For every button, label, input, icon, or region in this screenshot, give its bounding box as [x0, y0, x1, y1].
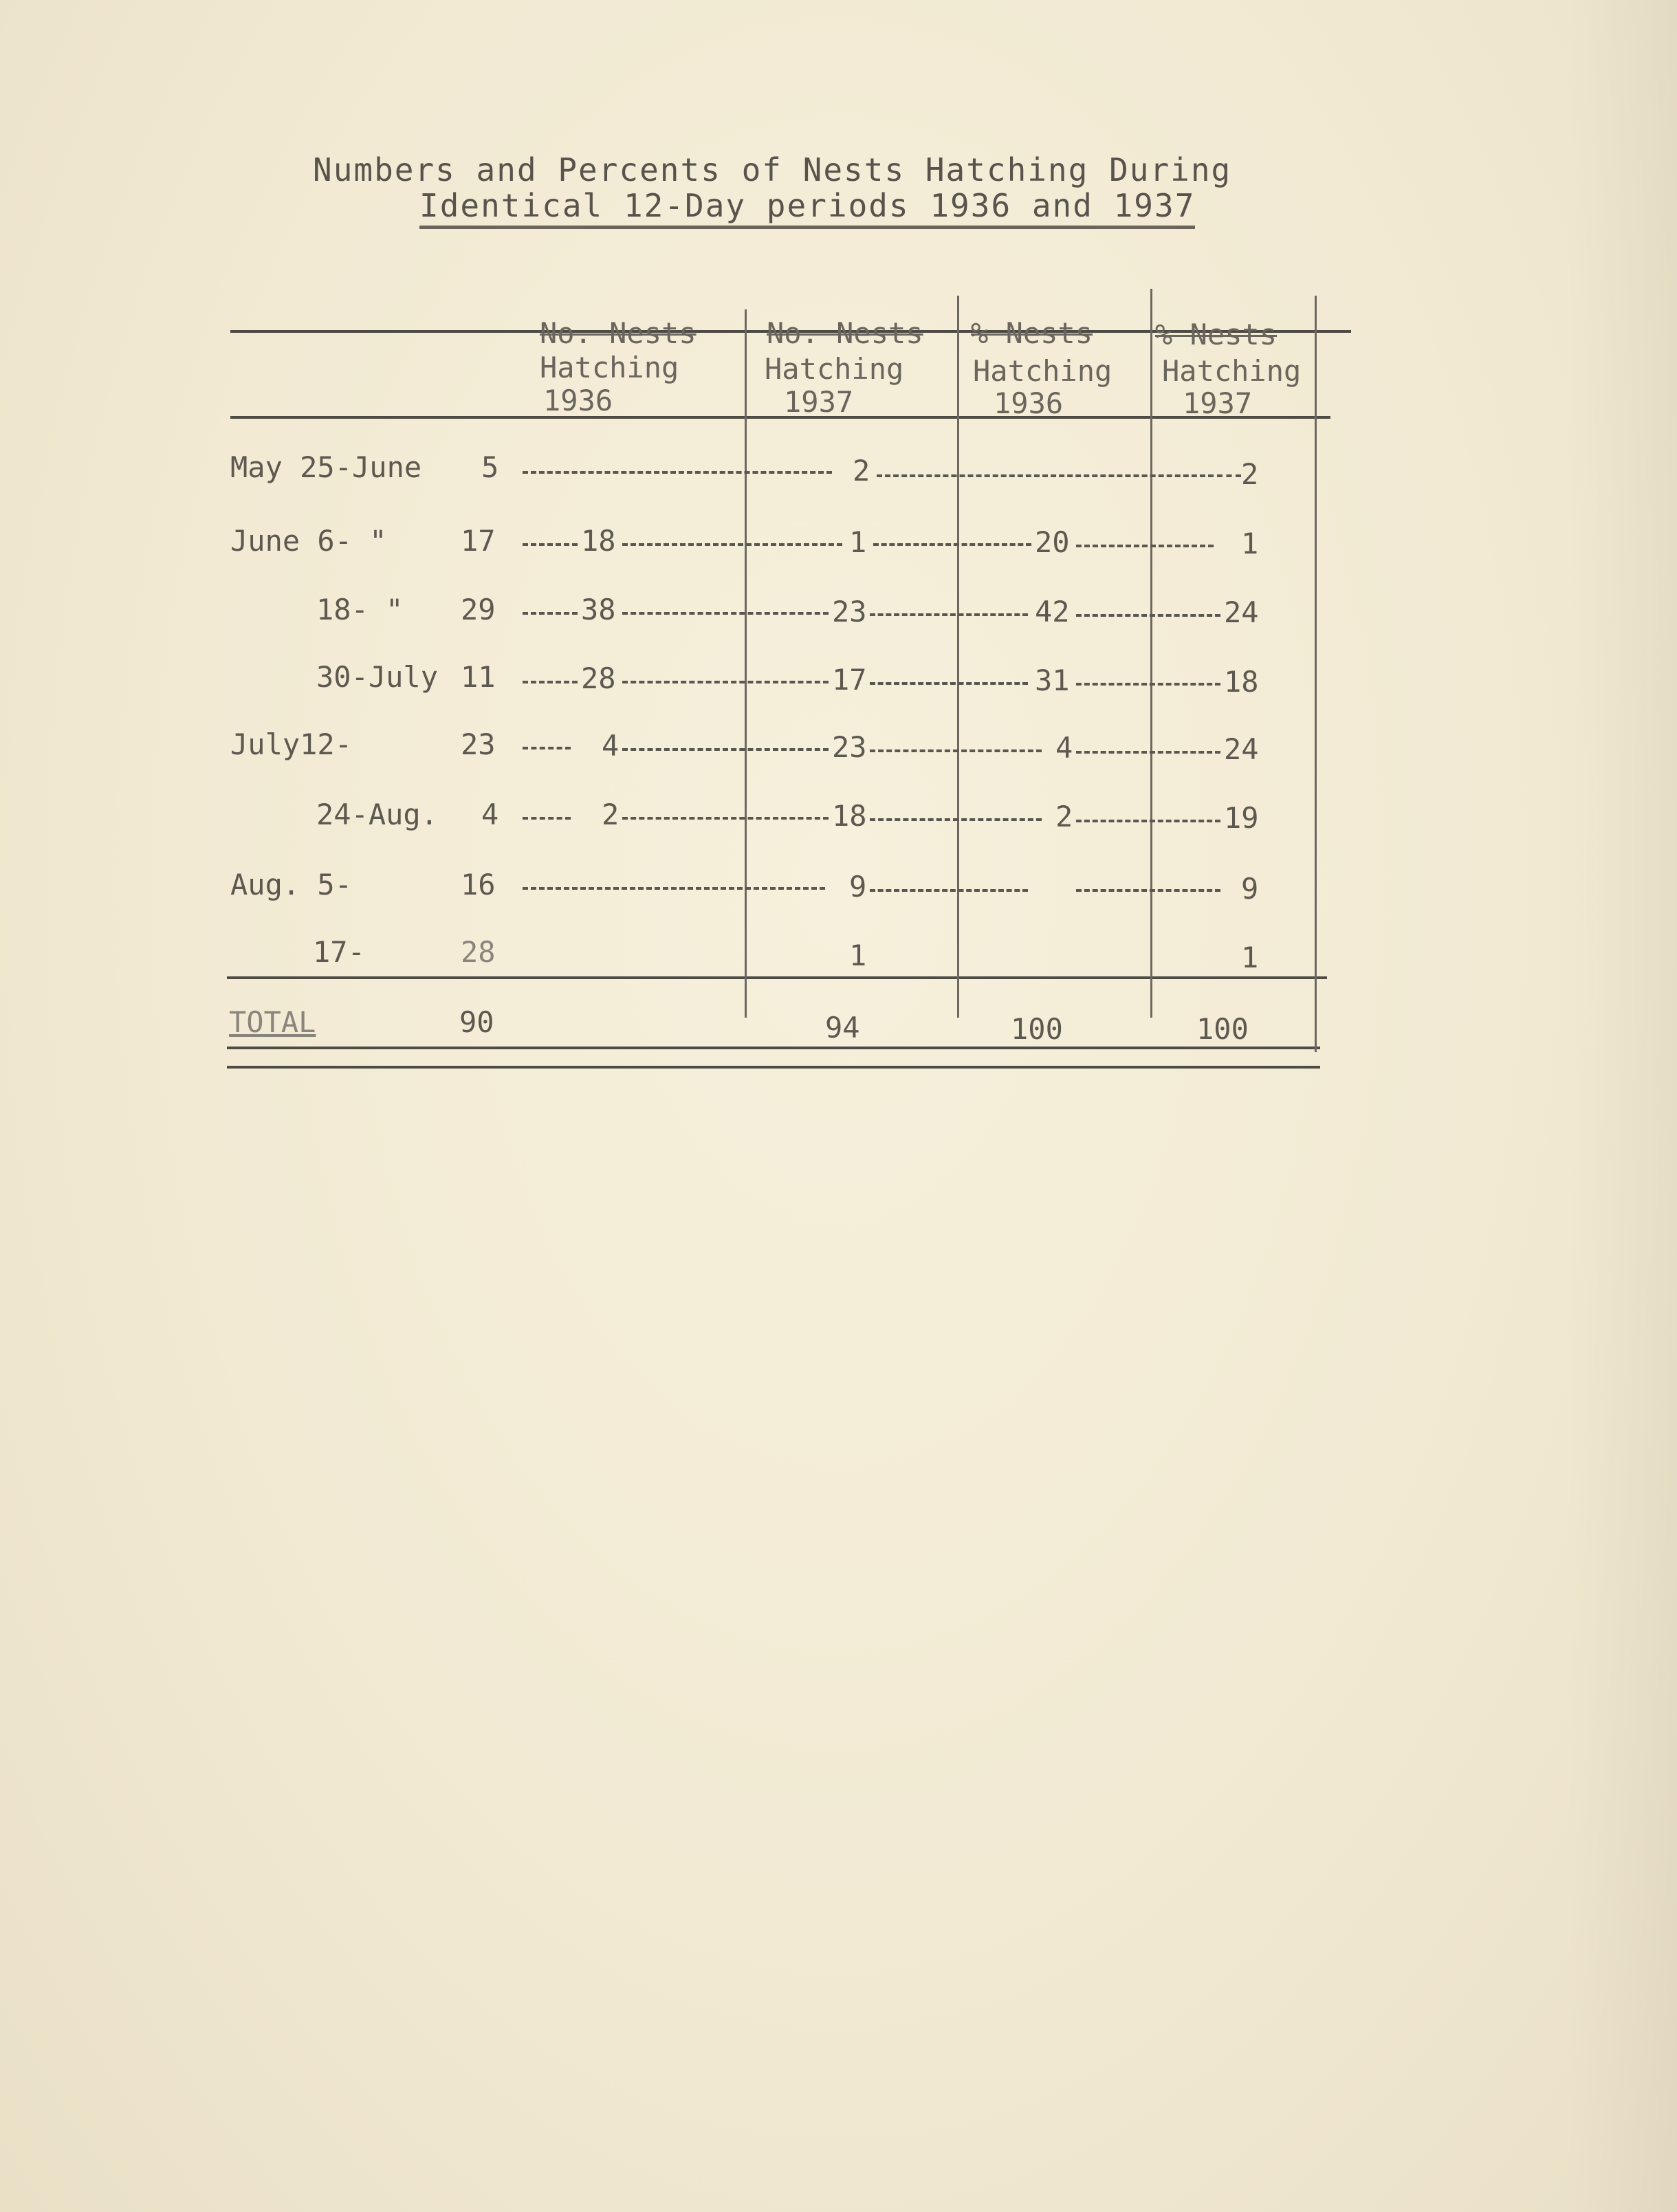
row-label: 24-Aug. — [316, 798, 439, 831]
leader-dashes — [523, 612, 578, 615]
leader-dashes — [622, 543, 842, 546]
total-label: TOTAL — [229, 1005, 316, 1039]
header-col3-year: 1936 — [994, 386, 1064, 420]
row-label: 17- — [313, 935, 365, 969]
row-label: June 6- " — [230, 524, 387, 558]
cell-no-1937: 17 — [832, 663, 867, 697]
total-col0: 90 — [459, 1005, 494, 1039]
leader-dashes — [870, 613, 1028, 616]
table-bottom-rule-1 — [227, 1047, 1320, 1049]
leader-dashes — [870, 749, 1042, 752]
cell-no-1937: 2 — [853, 454, 870, 488]
leader-dashes — [877, 474, 1214, 477]
leader-dashes — [622, 612, 829, 615]
row-label-end: 17 — [461, 524, 496, 558]
row-label-end: 11 — [461, 660, 496, 694]
row-label: 18- " — [316, 593, 404, 626]
row-label: July12- — [230, 727, 353, 761]
row-label: 30-July — [316, 660, 439, 694]
header-col4-mid: Hatching — [1162, 354, 1302, 388]
row-label-end: 4 — [481, 798, 499, 831]
column-rule-2 — [957, 296, 959, 1018]
leader-dashes — [1076, 751, 1220, 754]
cell-pct-1936: 20 — [1035, 525, 1070, 559]
cell-no-1937: 18 — [832, 799, 867, 833]
leader-dashes — [1076, 820, 1220, 822]
cell-pct-1937: 1 — [1241, 527, 1259, 560]
leader-dashes — [523, 747, 571, 749]
cell-no-1936: 4 — [602, 729, 620, 763]
cell-no-1937: 1 — [849, 525, 867, 559]
cell-no-1937: 9 — [849, 870, 867, 904]
leader-dashes — [1076, 889, 1220, 892]
column-rule-3 — [1150, 289, 1152, 1018]
leader-dashes — [523, 471, 832, 474]
cell-pct-1937: 1 — [1241, 941, 1259, 974]
header-col2-mid: Hatching — [765, 352, 904, 386]
leader-dashes — [870, 889, 1028, 892]
total-pct-1937: 100 — [1196, 1012, 1249, 1046]
table-header-rule — [230, 416, 1330, 419]
table-body-rule — [227, 976, 1327, 979]
leader-dashes — [523, 681, 578, 683]
header-col1-year: 1936 — [543, 384, 613, 417]
cell-no-1936: 38 — [581, 593, 616, 626]
header-col4-year: 1937 — [1183, 386, 1253, 420]
cell-no-1937: 23 — [832, 730, 867, 764]
cell-pct-1937: 24 — [1224, 595, 1259, 629]
page-shadow — [1567, 0, 1677, 2212]
cell-pct-1936: 42 — [1035, 595, 1070, 628]
total-pct-1936: 100 — [1011, 1012, 1063, 1046]
header-col3-top: % Nests — [971, 316, 1093, 350]
cell-pct-1936: 2 — [1055, 800, 1073, 833]
leader-dashes — [523, 887, 825, 890]
cell-pct-1937: 24 — [1224, 732, 1259, 766]
leader-dashes — [523, 543, 578, 546]
leader-dashes — [1217, 474, 1241, 477]
row-label-end: 28 — [461, 935, 496, 969]
cell-pct-1936: 4 — [1055, 731, 1073, 765]
row-label-end: 23 — [461, 727, 496, 761]
cell-pct-1936: 31 — [1035, 664, 1070, 697]
leader-dashes — [873, 543, 1031, 546]
cell-pct-1937: 2 — [1241, 457, 1259, 491]
row-label-end: 29 — [461, 593, 496, 626]
leader-dashes — [622, 748, 829, 751]
leader-dashes — [523, 817, 571, 820]
row-label: Aug. 5- — [230, 868, 353, 901]
document-title-line2: Identical 12-Day periods 1936 and 1937 — [419, 187, 1195, 229]
leader-dashes — [1076, 614, 1220, 617]
header-col1-mid: Hatching — [540, 351, 679, 384]
cell-no-1936: 18 — [581, 524, 616, 558]
cell-no-1937: 1 — [849, 939, 867, 972]
row-label: May 25-June — [230, 450, 422, 484]
cell-no-1936: 28 — [581, 661, 616, 695]
column-rule-1 — [745, 309, 747, 1018]
header-col2-top: No. Nests — [767, 316, 923, 350]
cell-pct-1937: 9 — [1241, 872, 1259, 906]
row-label-end: 5 — [481, 450, 499, 484]
total-no-1937: 94 — [825, 1011, 860, 1044]
leader-dashes — [622, 681, 829, 683]
header-col2-year: 1937 — [784, 385, 854, 419]
leader-dashes — [870, 818, 1042, 821]
column-rule-4 — [1315, 296, 1317, 1052]
cell-pct-1937: 19 — [1224, 801, 1259, 835]
table-bottom-rule-2 — [227, 1066, 1320, 1069]
leader-dashes — [1076, 545, 1214, 547]
header-col1-top: No. Nests — [540, 316, 697, 350]
document-title-line1: Numbers and Percents of Nests Hatching During — [313, 151, 1232, 188]
cell-pct-1937: 18 — [1224, 665, 1259, 699]
row-label-end: 16 — [461, 868, 496, 901]
cell-no-1937: 23 — [832, 595, 867, 628]
cell-no-1936: 2 — [602, 798, 620, 831]
leader-dashes — [1076, 683, 1220, 686]
header-col4-top: % Nests — [1155, 318, 1278, 351]
header-col3-mid: Hatching — [973, 354, 1112, 388]
leader-dashes — [870, 682, 1028, 685]
leader-dashes — [622, 817, 829, 820]
